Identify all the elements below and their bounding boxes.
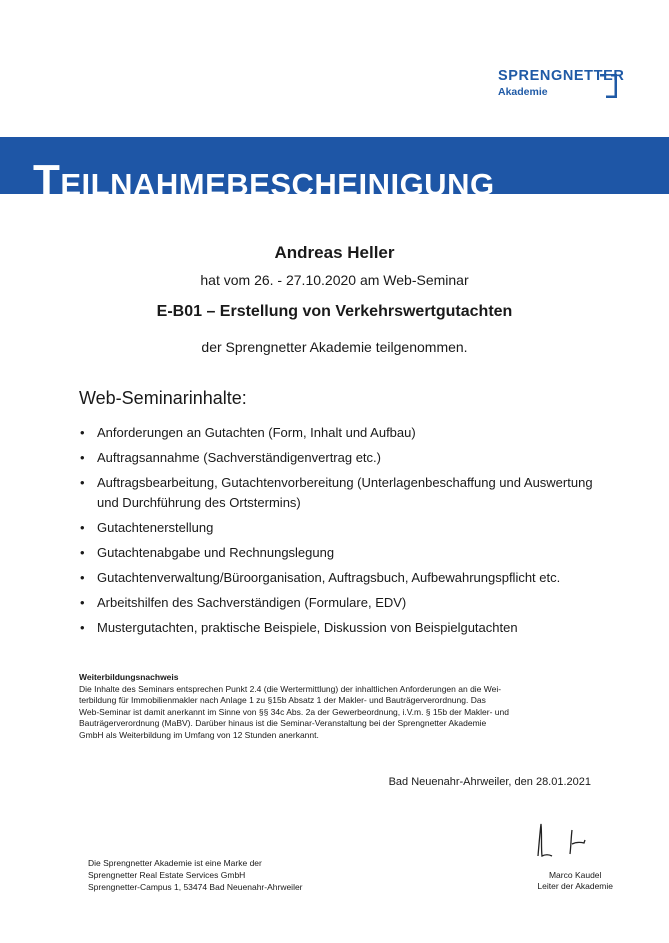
- title-banner: [0, 137, 669, 205]
- logo-sub-text: Akademie: [498, 86, 548, 98]
- list-item: [79, 618, 599, 638]
- list-item-text: Anforderungen an Gutachten (Form, Inhalt und Aufbau): [97, 425, 416, 440]
- list-item: [79, 593, 599, 613]
- notice-line: Web-Seminar ist damit anerkannt im Sinne von §§ 34c Abs. 2a der Gewerbeordnung, i.V.m. § 15b der Makler- und: [79, 706, 509, 717]
- seminar-dates: hat vom 26. - 27.10.2020 am Web-Seminar: [200, 272, 469, 288]
- signer-block: [537, 870, 613, 892]
- list-item-text: Auftragsbearbeitung, Gutachtenvorbereitung (Unterlagenbeschaffung und Auswertung und Durchführung des Ortstermins): [97, 475, 593, 510]
- list-item: [79, 518, 599, 538]
- notice-line: GmbH als Weiterbildung im Umfang von 12 Stunden anerkannt.: [79, 729, 319, 740]
- bullet-icon: •: [80, 425, 85, 440]
- notice-line: Die Inhalte des Seminars entsprechen Punkt 2.4 (die Wertermittlung) der inhaltlichen Anforderungen an die Wei-: [79, 683, 502, 694]
- academy-line: der Sprengnetter Akademie teilgenommen.: [201, 339, 468, 355]
- bullet-icon: •: [80, 595, 85, 610]
- logo-bracket-icon: [597, 74, 617, 98]
- certificate-title: Teilnahmebescheinigung: [33, 156, 495, 205]
- signer-role: Leiter der Akademie: [537, 881, 613, 891]
- list-item: [79, 448, 599, 468]
- list-item: [79, 568, 599, 588]
- list-item: [79, 423, 599, 443]
- list-item-text: Auftragsannahme (Sachverständigenvertrag etc.): [97, 450, 381, 465]
- bullet-icon: •: [80, 545, 85, 560]
- footer-address: [88, 857, 303, 893]
- footer-line: Sprengnetter Real Estate Services GmbH: [88, 870, 246, 880]
- signature-image: [530, 820, 610, 864]
- participant-name: Andreas Heller: [274, 243, 395, 262]
- bullet-icon: •: [80, 620, 85, 635]
- signer-name: Marco Kaudel: [548, 870, 602, 880]
- bullet-icon: •: [80, 475, 85, 490]
- list-item-text: Gutachtenabgabe und Rechnungslegung: [97, 545, 335, 560]
- place-and-date: Bad Neuenahr-Ahrweiler, den 28.01.2021: [388, 776, 591, 788]
- list-item-text: Gutachtenverwaltung/Büroorganisation, Auftragsbuch, Aufbewahrungspflicht etc.: [97, 570, 561, 585]
- notice-line: terbildung für Immobilienmakler nach Anlage 1 zu §15b Absatz 1 der Makler- und Bauträgerverordnung. Das: [79, 695, 486, 706]
- logo-brand-text: SPRENGNETTER: [498, 68, 625, 84]
- notice-heading: Weiterbildungsnachweis: [79, 672, 179, 682]
- list-item-text: Arbeitshilfen des Sachverständigen (Formulare, EDV): [97, 595, 407, 610]
- further-education-notice: [79, 672, 599, 742]
- list-item-text: Mustergutachten, praktische Beispiele, Diskussion von Beispielgutachten: [97, 620, 518, 635]
- contents-list: [79, 423, 599, 643]
- notice-line: Bauträgerverordnung (MaBV). Darüber hinaus ist die Seminar-Veranstaltung bei der Sprengnetter Akademie: [79, 718, 487, 729]
- list-item-text: Gutachtenerstellung: [97, 520, 214, 535]
- sprengnetter-logo: [498, 68, 628, 100]
- course-title: E-B01 – Erstellung von Verkehrswertgutachten: [156, 303, 513, 320]
- bullet-icon: •: [80, 520, 85, 535]
- bullet-icon: •: [80, 450, 85, 465]
- list-item: [79, 473, 599, 513]
- contents-title: Web-Seminarinhalte:: [79, 388, 247, 408]
- list-item: [79, 543, 599, 563]
- bullet-icon: •: [80, 570, 85, 585]
- footer-line: Die Sprengnetter Akademie ist eine Marke der: [88, 858, 262, 868]
- footer-line: Sprengnetter-Campus 1, 53474 Bad Neuenahr-Ahrweiler: [88, 882, 303, 892]
